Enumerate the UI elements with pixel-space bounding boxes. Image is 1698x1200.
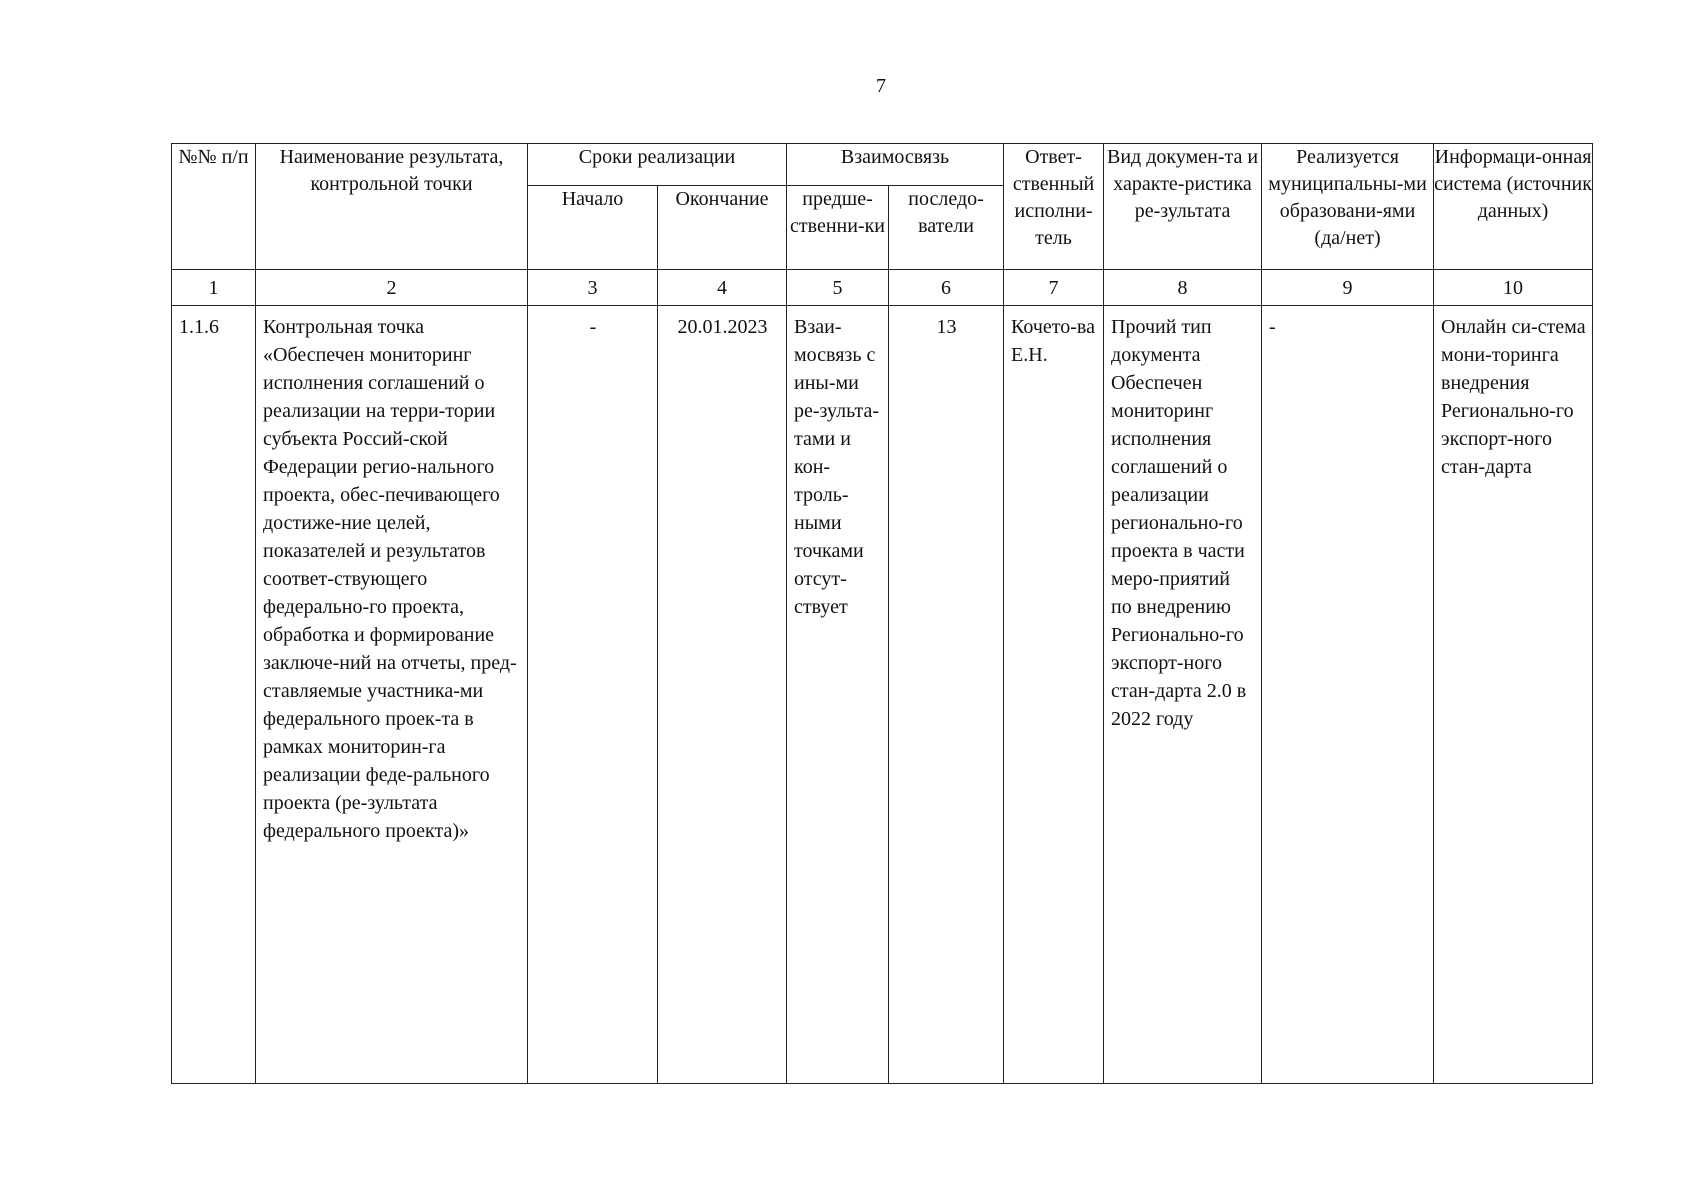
column-number: 9 [1262,270,1434,306]
municipal-cell: - [1262,306,1434,1084]
implementation-plan-table [171,143,1593,1084]
start-date-cell: - [528,306,658,1084]
header-name: Наименование результата, контрольной точки [256,144,528,270]
end-date-cell: 20.01.2023 [658,306,787,1084]
header-doc-type: Вид докумен-та и характе-ристика ре-зультата [1104,144,1262,270]
document-type-cell: Прочий тип документа Обеспечен мониторинг исполнения соглашений о реализации регионально-го проекта в части меро-приятий по внедрению Регионально-го экспорт-ного стан-дарта 2.0 в 2022 году [1104,306,1262,1084]
header-info-system: Информаци-онная система (источник данных) [1434,144,1593,270]
header-successors: последо-ватели [889,186,1004,270]
column-number: 8 [1104,270,1262,306]
header-terms: Сроки реализации [528,144,787,186]
column-number: 10 [1434,270,1593,306]
header-responsible: Ответ-ственный исполни-тель [1004,144,1104,270]
page-number: 7 [876,75,886,97]
result-name-cell: Контрольная точка «Обеспечен мониторинг исполнения соглашений о реализации на терри-тории субъекта Россий-ской Федерации регио-нального проекта, обес-печивающего достиже-ние целей, показателей и результатов соответ-ствующего федерально-го проекта, обработка и формирование заключе-ний на отчеты, пред-ставляемые участника-ми федерального проек-та в рамках мониторин-га реализации феде-рального проекта (ре-зультата федерального проекта)» [256,306,528,1084]
successors-cell: 13 [889,306,1004,1084]
column-number-row [172,270,1593,306]
column-number: 5 [787,270,889,306]
responsible-cell: Кочето-ва Е.Н. [1004,306,1104,1084]
column-number: 6 [889,270,1004,306]
info-system-cell: Онлайн си-стема мони-торинга внедрения Регионально-го экспорт-ного стан-дарта [1434,306,1593,1084]
column-number: 1 [172,270,256,306]
row-number-cell: 1.1.6 [172,306,256,1084]
header-predecessors: предше-ственни-ки [787,186,889,270]
header-municipal: Реализуется муниципальны-ми образовани-ями (да/нет) [1262,144,1434,270]
table-header [172,144,1593,270]
predecessors-cell: Взаи-мосвязь с ины-ми ре-зульта-тами и кон-троль-ными точками отсут-ствует [787,306,889,1084]
header-start: Начало [528,186,658,270]
table-row [172,306,1593,1084]
header-end: Окончание [658,186,787,270]
column-number: 4 [658,270,787,306]
header-num: №№ п/п [172,144,256,270]
column-number: 3 [528,270,658,306]
column-number: 7 [1004,270,1104,306]
header-relation: Взаимосвязь [787,144,1004,186]
column-number: 2 [256,270,528,306]
